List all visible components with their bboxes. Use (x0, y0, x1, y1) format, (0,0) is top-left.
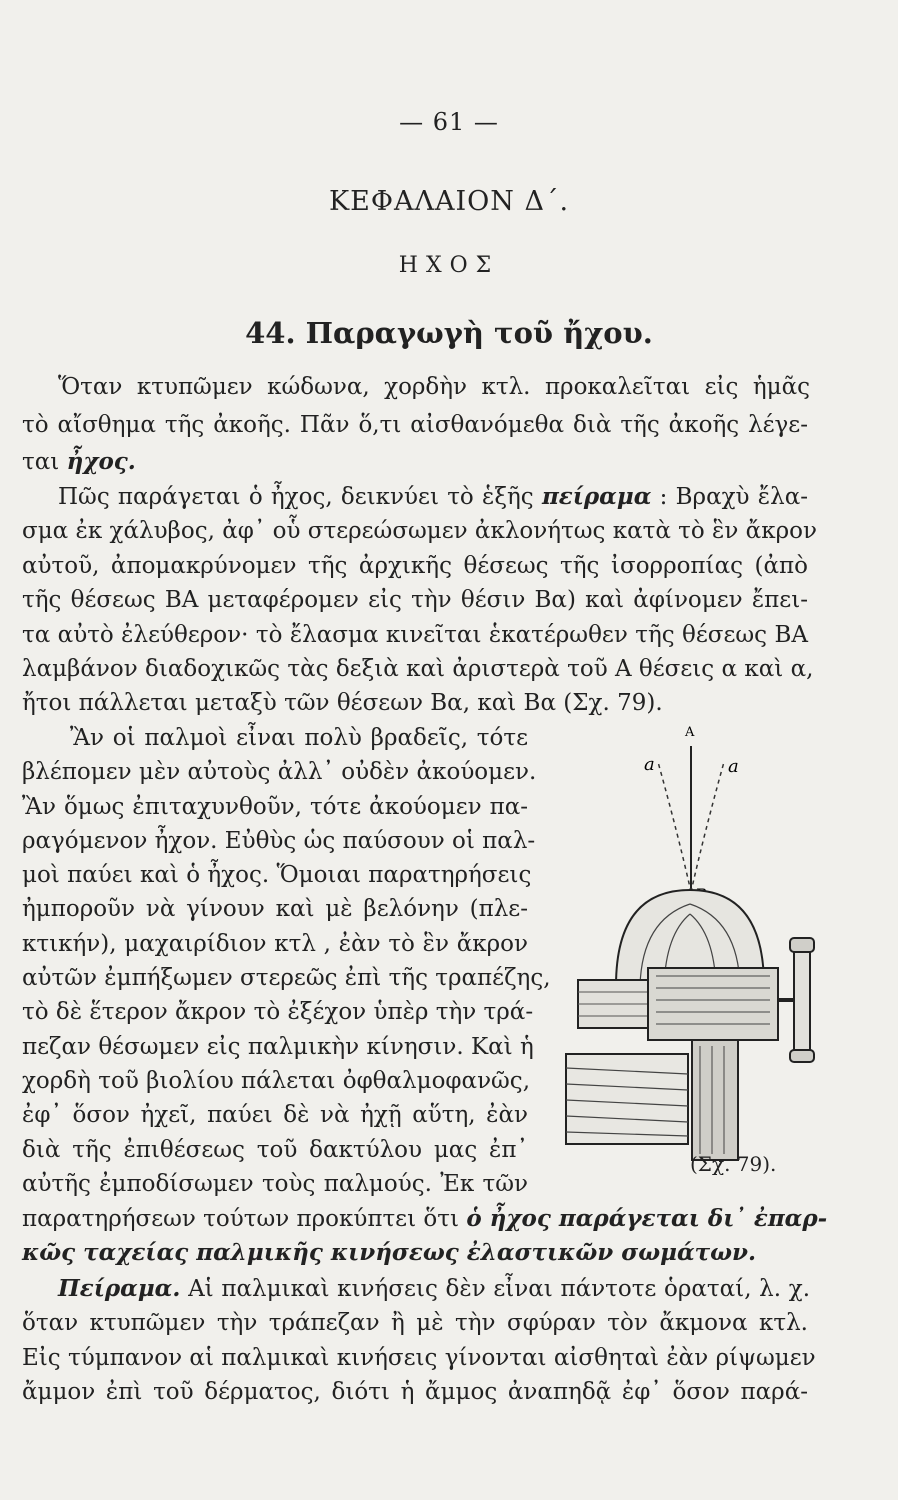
text-line: τα αὐτὸ ἐλεύθερον· τὸ ἔλασμα κινεῖται ἑκατέρωθεν τῆς θέσεως ΒΑ (22, 622, 808, 648)
section-heading: 44. Παραγωγὴ τοῦ ἤχου. (245, 316, 653, 350)
text-line (22, 447, 136, 477)
text-line: Ἂν οἱ παλμοὶ εἶναι πολὺ βραδεῖς, τότε (70, 725, 528, 751)
chapter-subject: ΗΧΟΣ (398, 253, 500, 278)
vise-body (648, 968, 778, 1040)
text-line: αὐτοῦ, ἀπομακρύνομεν τῆς ἀρχικῆς θέσεως τῆς ἰσορροπίας (ἀπὸ (22, 553, 808, 579)
text-line: ἤτοι πάλλεται μεταξὺ τῶν θέσεων Βα, καὶ Βα (Σχ. 79). (22, 690, 663, 716)
vise-handle-knob (790, 938, 814, 952)
text-line: αὐτῶν ἐμπήξωμεν στερεῶς ἐπὶ τῆς τραπέζης, (22, 965, 551, 991)
text-line: ἐφ᾽ ὅσον ἠχεῖ, παύει δὲ νὰ ἠχῇ αὕτη, ἐὰν (22, 1102, 528, 1128)
text-line: αὐτῆς ἐμποδίσωμεν τοὺς παλμούς. Ἐκ τῶν (22, 1171, 528, 1197)
text-run: παρατηρήσεων τούτων προκύπτει ὅτι (22, 1206, 467, 1232)
text-run: Πῶς παράγεται ὁ ἦχος, δεικνύει τὸ ἑξῆς (58, 484, 542, 510)
text-line: Ὅταν κτυπῶμεν κώδωνα, χορδὴν κτλ. προκαλεῖται εἰς ἡμᾶς (58, 374, 810, 400)
vise-vibrating-strip-figure (560, 724, 840, 1194)
strip-left-dashed (658, 762, 691, 892)
strip-right-dashed (691, 762, 724, 892)
page-number: — 61 — (399, 108, 499, 136)
text-run: ται (22, 449, 67, 475)
text-line: Εἰς τύμπανον αἱ παλμικαὶ κινήσεις γίνονται αἰσθηταὶ ἐὰν ρίψωμεν (22, 1345, 816, 1371)
table-edge (566, 1054, 688, 1144)
conclusion-emphasis: ὁ ἦχος παράγεται δι᾽ ἐπαρ- (466, 1205, 828, 1232)
text-line: ἄμμον ἐπὶ τοῦ δέρματος, διότι ἡ ἄμμος ἀναπηδᾷ ἐφ᾽ ὅσον παρά- (22, 1379, 808, 1405)
term-peirama: Πείραμα. (58, 1275, 181, 1302)
text-run: Αἱ παλμικαὶ κινήσεις δὲν εἶναι πάντοτε ὁραταί, λ. χ. (180, 1276, 810, 1302)
text-line: τὸ αἴσθημα τῆς ἀκοῆς. Πᾶν ὅ,τι αἰσθανόμεθα διὰ τῆς ἀκοῆς λέγε- (22, 412, 808, 438)
text-line: χορδὴ τοῦ βιολίου πάλεται ὀφθαλμοφανῶς, (22, 1068, 530, 1094)
text-line: κτικήν), μαχαιρίδιον κτλ , ἐὰν τὸ ἓν ἄκρον (22, 931, 528, 957)
text-line: τῆς θέσεως ΒΑ μεταφέρομεν εἰς τὴν θέσιν Βα) καὶ ἀφίνομεν ἔπει- (22, 587, 808, 613)
label-a-right: a (728, 756, 739, 777)
text-line: λαμβάνον διαδοχικῶς τὰς δεξιὰ καὶ ἀριστερὰ τοῦ Α θέσεις α καὶ α, (22, 656, 814, 682)
text-line (58, 482, 808, 512)
text-line: ραγόμενον ἦχον. Εὐθὺς ὡς παύσουν οἱ παλ- (22, 828, 536, 854)
text-line: βλέπομεν μὲν αὐτοὺς ἀλλ᾽ οὐδὲν ἀκούομεν. (22, 759, 537, 785)
figure-caption: (Σχ. 79). (690, 1152, 777, 1176)
text-line: τὸ δὲ ἕτερον ἄκρον τὸ ἐξέχον ὑπὲρ τὴν τρά- (22, 999, 534, 1025)
vise-clamp-column (692, 1040, 738, 1160)
text-line: σμα ἐκ χάλυβος, ἀφ᾽ οὗ στερεώσωμεν ἀκλονήτως κατὰ τὸ ἓν ἄκρον (22, 518, 817, 544)
label-A: A (685, 725, 695, 740)
text-line: ὅταν κτυπῶμεν τὴν τράπεζαν ἢ μὲ τὴν σφύραν τὸν ἄκμονα κτλ. (22, 1310, 808, 1336)
chapter-title: ΚΕΦΑΛΑΙΟΝ Δ΄. (328, 186, 570, 217)
text-run: : Βραχὺ ἔλα- (651, 484, 808, 510)
label-a-left: a (644, 754, 655, 775)
text-line: Ἂν ὅμως ἐπιταχυνθοῦν, τότε ἀκούομεν πα- (22, 794, 528, 820)
vise-handle-knob-bottom (790, 1050, 814, 1062)
text-line: μοὶ παύει καὶ ὁ ἦχος. Ὅμοιαι παρατηρήσεις (22, 862, 532, 888)
text-line: διὰ τῆς ἐπιθέσεως τοῦ δακτύλου μας ἐπ᾽ (22, 1137, 528, 1163)
text-line (58, 1274, 810, 1304)
term-peirama: πείραμα (541, 483, 652, 510)
text-line (22, 1204, 828, 1234)
text-line: ἠμποροῦν νὰ γίνουν καὶ μὲ βελόνην (πλε- (22, 896, 528, 922)
vise-handle (794, 946, 810, 1056)
conclusion-emphasis: κῶς ταχείας παλμικῆς κινήσεως ἐλαστικῶν σωμάτων. (22, 1239, 756, 1266)
term-ichos: ἦχος. (66, 448, 136, 475)
text-line: πεζαν θέσωμεν εἰς παλμικὴν κίνησιν. Καὶ ἡ (22, 1034, 534, 1060)
